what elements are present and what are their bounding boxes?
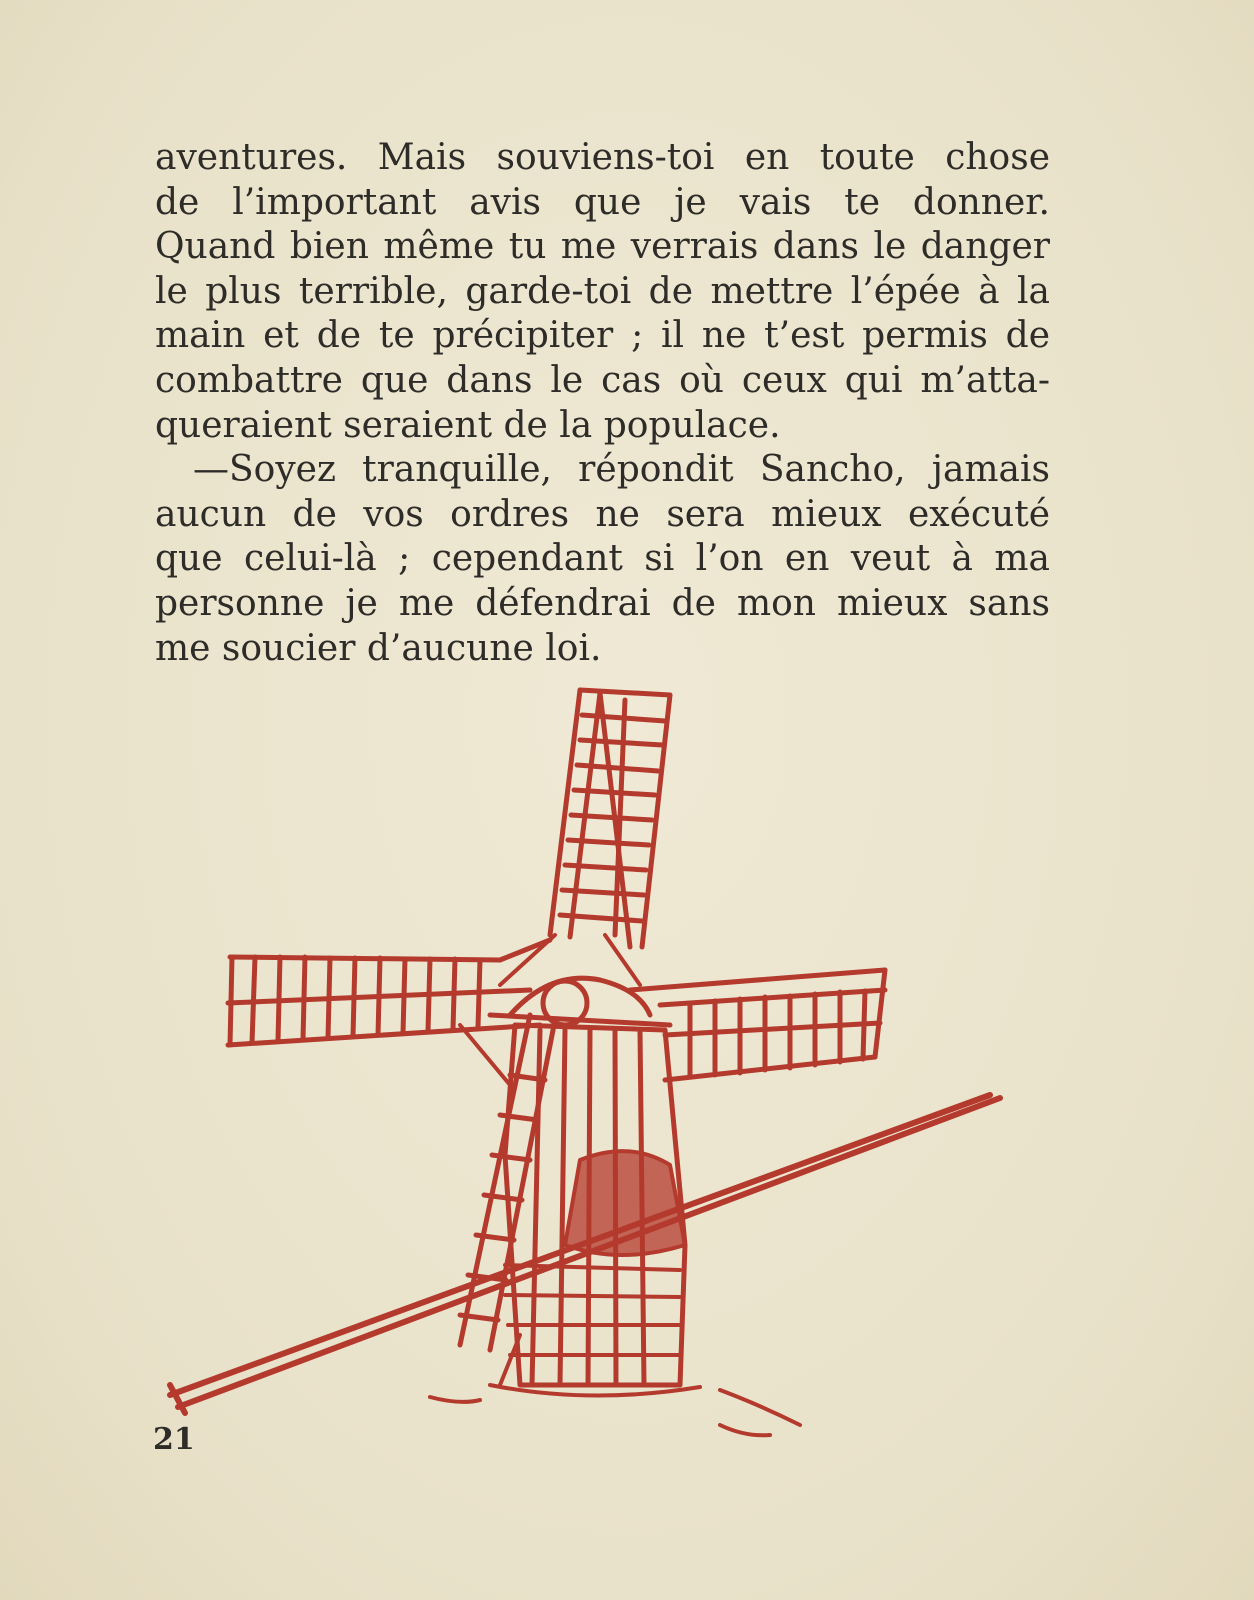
text-line: me soucier d’aucune loi.: [155, 627, 602, 669]
text-line: aventures. Mais souviens-toi en toute chose: [155, 137, 1050, 178]
text-line: main et de te précipiter ; il ne t’est permis de: [155, 315, 1050, 357]
text-line: —Soyez tranquille, répondit Sancho, jamais: [193, 449, 1050, 491]
windmill-cap: [490, 978, 670, 1025]
text-line: combattre que dans le cas où ceux qui m’atta-: [155, 359, 1050, 401]
page-number: 21: [153, 1422, 195, 1457]
text-line: queraient seraient de la populace.: [155, 404, 781, 446]
text-line: aucun de vos ordres ne sera mieux exécuté: [155, 493, 1050, 535]
left-sail: [228, 940, 550, 1045]
text-line: que celui-là ; cependant si l’on en veut à ma: [155, 538, 1050, 580]
text-line: de l’important avis que je vais te donner.: [155, 181, 1050, 223]
windmill-illustration: [160, 685, 1020, 1485]
text-line: personne je me défendrai de mon mieux sans: [155, 582, 1050, 624]
text-line: Quand bien même tu me verrais dans le danger: [155, 226, 1050, 268]
body-text: [155, 136, 1050, 671]
text-line: le plus terrible, garde-toi de mettre l’épée à la: [155, 270, 1050, 312]
upper-sail: [550, 690, 670, 947]
